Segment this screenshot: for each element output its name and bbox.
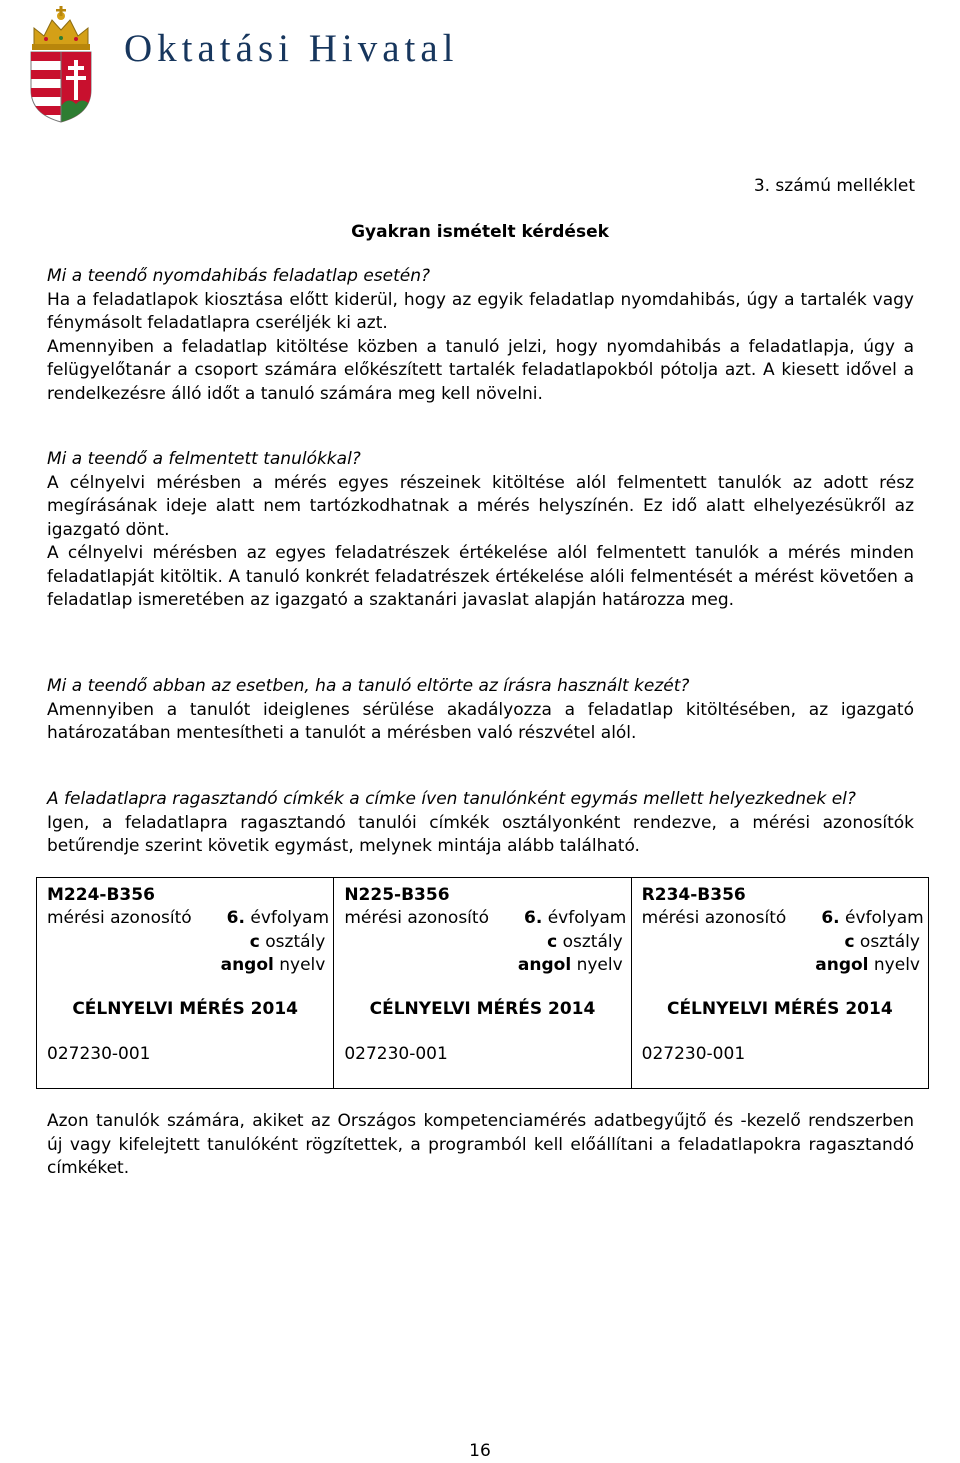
faq-section-exempted — [47, 448, 914, 613]
label-exam-name: CÉLNYELVI MÉRÉS 2014 — [369, 999, 596, 1019]
label-grade-word: évfolyam — [250, 908, 330, 928]
closing-paragraph: Azon tanulók számára, akiket az Országos kompetenciamérés adatbegyűjtő és -kezelő rendszerben új vagy kifelejtett tanulóként rögzítettek, a programból kell előállítani a feladatlapokra ragasztandó címkéket. — [47, 1111, 914, 1178]
annex-number: 3. számú melléklet — [753, 176, 915, 196]
label-grade-number: 6. — [226, 908, 245, 928]
page-title: Gyakran ismételt kérdések — [351, 222, 609, 242]
label-code: M224-B356 — [47, 885, 155, 905]
label-id-caption: mérési azonosító — [47, 908, 192, 928]
organization-name: Oktatási Hivatal — [124, 27, 459, 70]
faq-answer: Ha a feladatlapok kiosztása előtt kiderül, hogy az egyik feladatlap nyomdahibás, úgy a tartalék vagy fénymásolt feladatlapra cseréljék ki azt. — [47, 289, 914, 333]
faq-question: Mi a teendő a felmentett tanulókkal? — [47, 449, 361, 469]
faq-answer: Igen, a feladatlapra ragasztandó tanulói címkék osztályonként rendezve, a mérési azonosítók betűrendje szerint követik egymást, melynek mintája alább található. — [47, 812, 914, 856]
coat-of-arms-logo — [26, 6, 96, 124]
label-exam-name: CÉLNYELVI MÉRÉS 2014 — [72, 999, 298, 1019]
faq-section-labels — [47, 788, 914, 859]
label-grade-number: 6. — [523, 908, 543, 928]
faq-answer: Amennyiben a feladatlap kitöltése közben a tanuló jelzi, hogy nyomdahibás a feladatlapja, úgy a felügyelőtanár a csoport számára előkészített tartalék feladatlapokból pótolja azt. A kiesett idővel a rendelkezésre álló időt a tanuló számára meg kell növelni. — [47, 336, 914, 404]
label-school-id: 027230-001 — [641, 1044, 746, 1064]
label-language-suffix: nyelv — [576, 955, 623, 975]
faq-question: Mi a teendő nyomdahibás feladatlap esetén? — [47, 266, 431, 286]
label-language: angol — [220, 955, 274, 975]
faq-answer: Amennyiben a tanulót ideiglenes sérülése akadályozza a feladatlap kitöltésében, az igazgató határozatában mentesítheti a tanulót a mérésben való részvétel alól. — [47, 699, 914, 743]
label-id-caption: mérési azonosító — [641, 908, 787, 928]
faq-answer: A célnyelvi mérésben az egyes feladatrészek értékelése alól felmentett tanulók a mérés minden feladatlapját kitöltik. A tanuló konkrét feladatrészek értékelése alóli felmentését a mérést követően a feladatlap ismeretében az igazgató a szaktanári javaslat alapján határozza meg. — [47, 543, 914, 610]
faq-section-misprint — [47, 265, 914, 406]
label-grade-word: évfolyam — [845, 908, 924, 928]
label-class-word: osztály — [562, 932, 623, 952]
student-label — [632, 878, 928, 1088]
label-grade-number: 6. — [821, 908, 840, 928]
label-language-suffix: nyelv — [873, 955, 920, 975]
label-code: R234-B356 — [641, 885, 746, 905]
label-language-suffix: nyelv — [279, 955, 326, 975]
faq-section-injury — [47, 675, 914, 746]
label-class-word: osztály — [859, 932, 920, 952]
faq-question: A feladatlapra ragasztandó címkék a címke íven tanulónként egymás mellett helyezkednek el? — [47, 789, 856, 809]
label-class-letter: c — [249, 932, 260, 952]
label-class-letter: c — [547, 932, 558, 952]
label-language: angol — [517, 955, 572, 975]
label-language: angol — [815, 955, 869, 975]
faq-answer: A célnyelvi mérésben a mérés egyes részeinek kitöltése alól felmentett tanulók az adott rész megírásának ideje alatt nem tartózkodhatnak a mérés helyszínén. Ez idő alatt elhelyezésükről az igazgató dönt. — [47, 472, 914, 540]
label-school-id: 027230-001 — [47, 1044, 151, 1064]
sample-label-sheet — [36, 877, 929, 1089]
student-label — [37, 878, 334, 1088]
label-code: N225-B356 — [344, 885, 450, 905]
label-class-word: osztály — [265, 932, 326, 952]
label-id-caption: mérési azonosító — [344, 908, 489, 928]
student-label — [334, 878, 631, 1088]
faq-question: Mi a teendő abban az esetben, ha a tanuló eltörte az írásra használt kezét? — [47, 676, 690, 696]
closing-paragraph-block — [47, 1110, 914, 1181]
label-exam-name: CÉLNYELVI MÉRÉS 2014 — [666, 999, 893, 1019]
label-class-letter: c — [844, 932, 855, 952]
label-grade-word: évfolyam — [547, 908, 627, 928]
page-number: 16 — [469, 1441, 491, 1461]
label-school-id: 027230-001 — [344, 1044, 448, 1064]
